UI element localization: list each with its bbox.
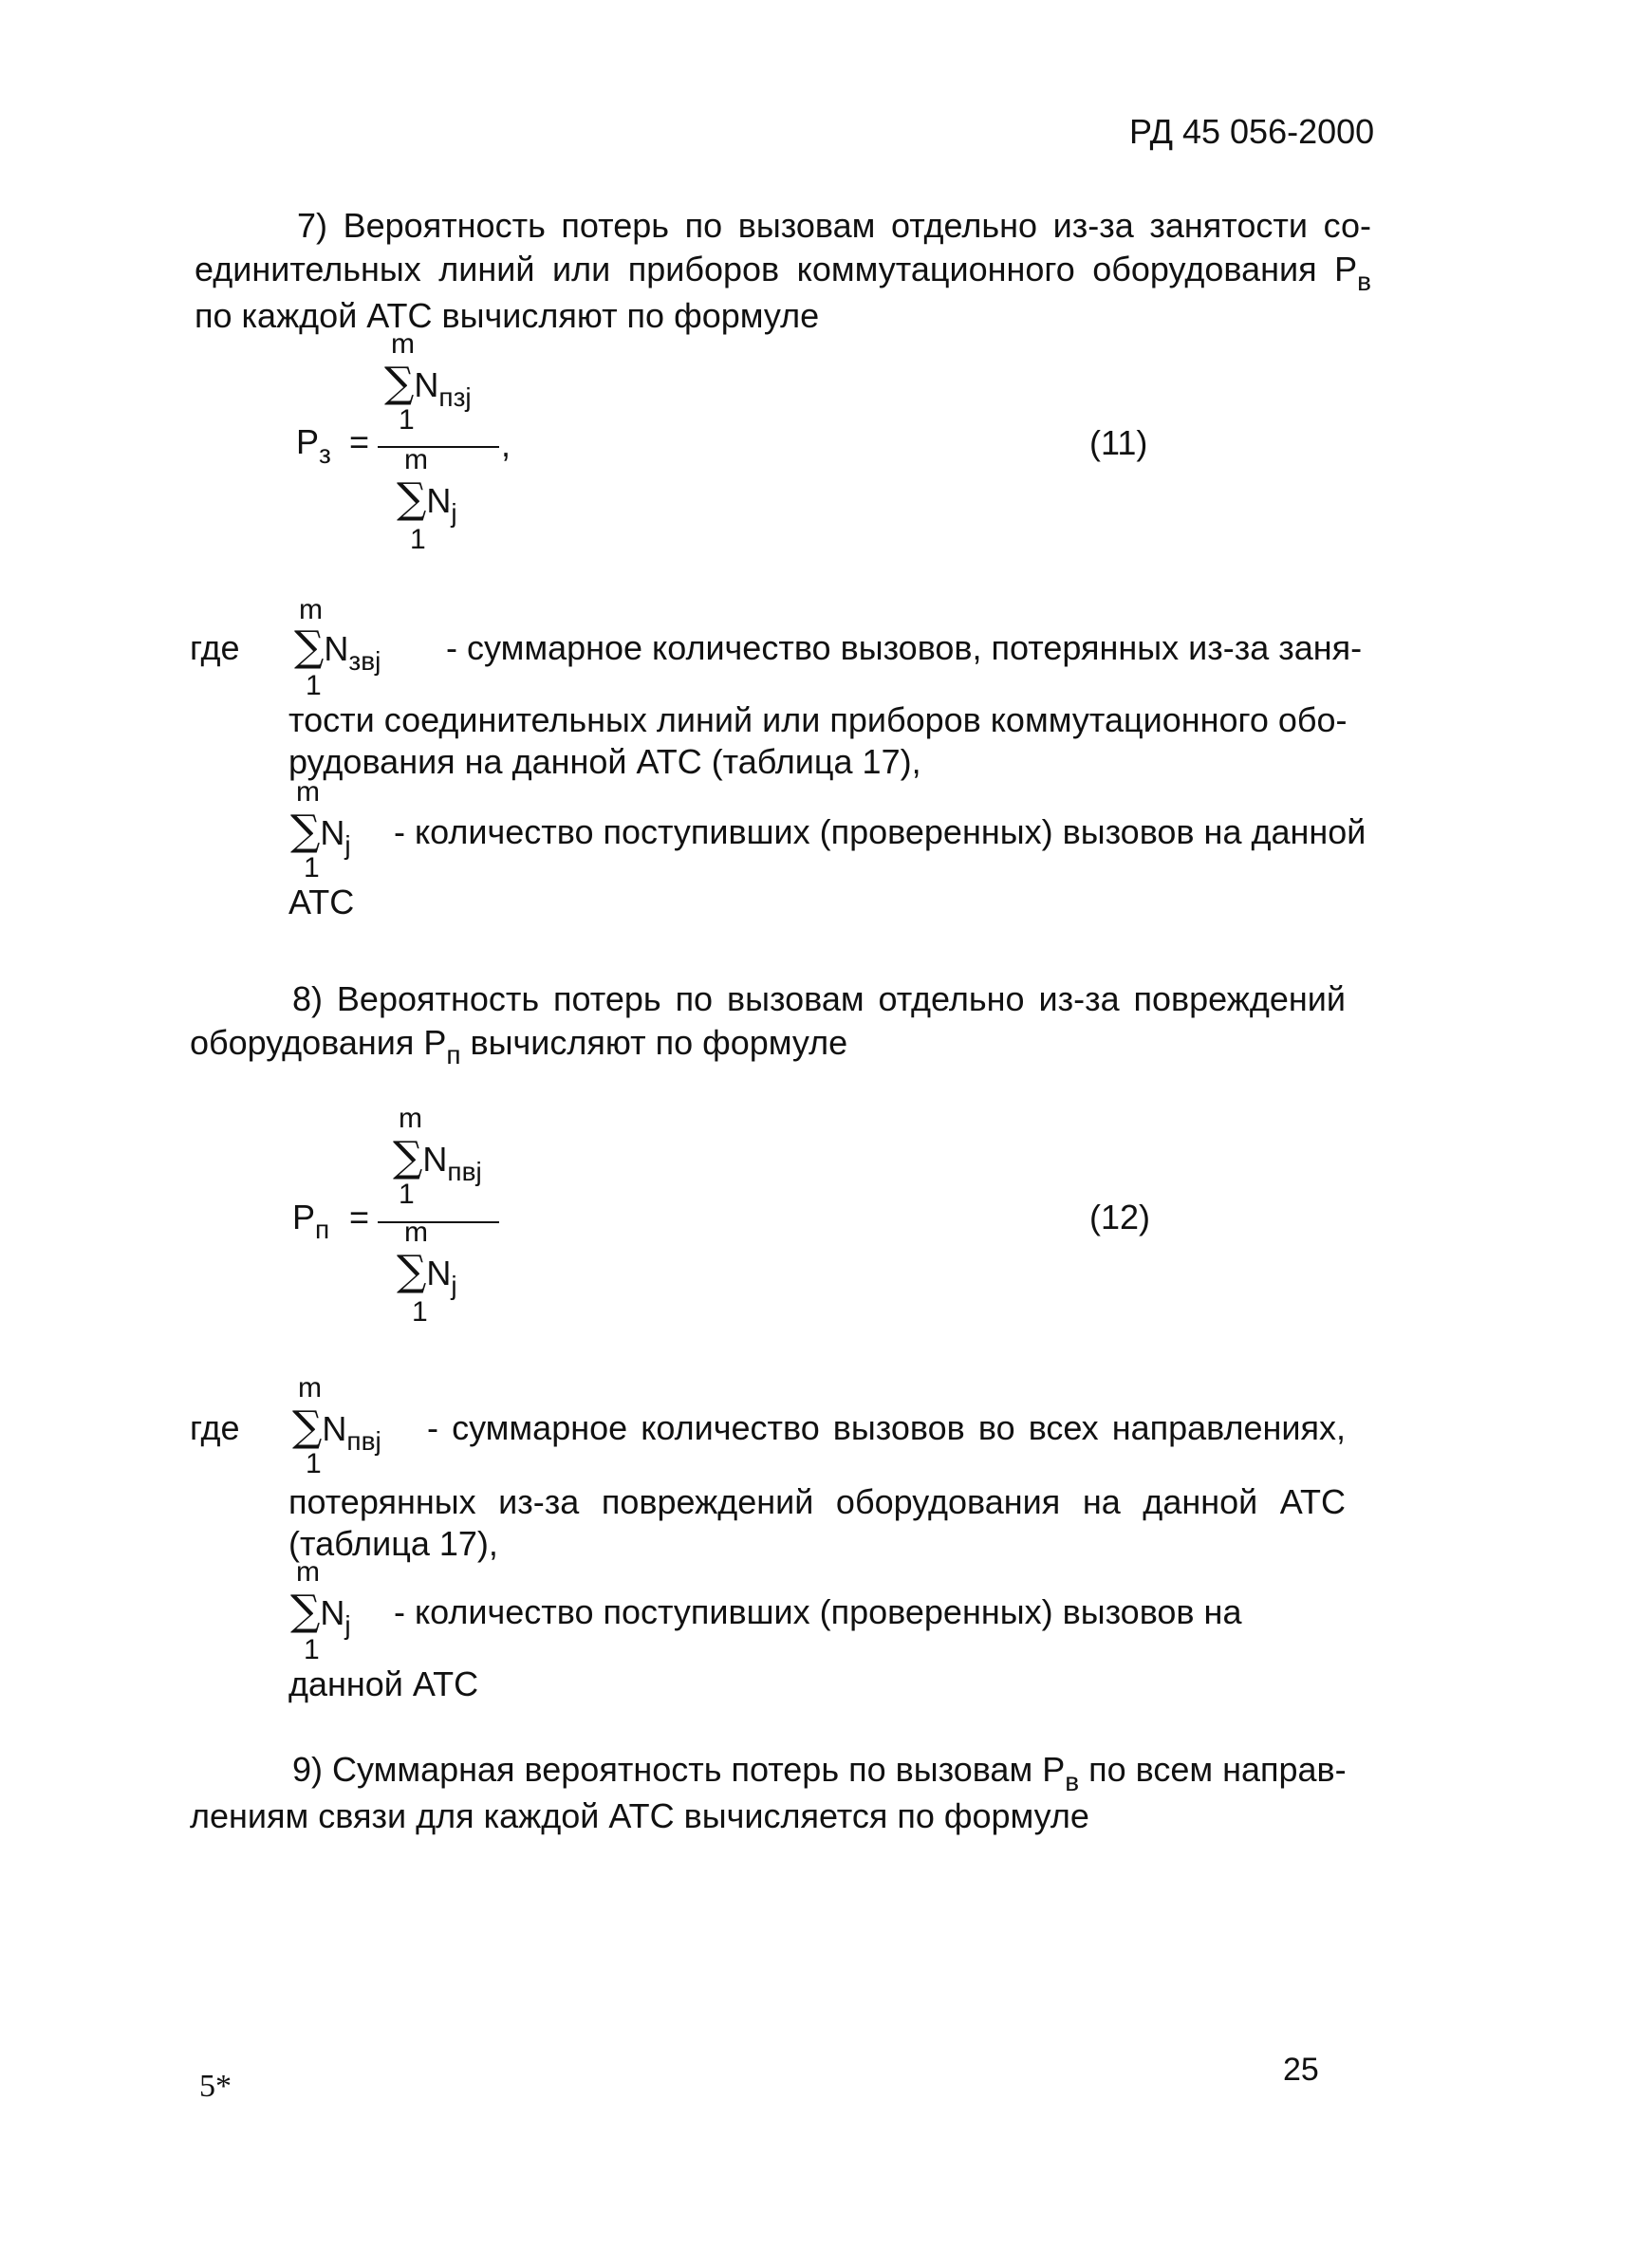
paragraph-9 <box>190 1748 1346 1838</box>
paragraph-8 <box>190 977 1346 1068</box>
paragraph-7-line-2: единительных линий или приборов коммутационного оборудования $P_в$ <box>195 250 1371 296</box>
equals-sign: = <box>349 1198 370 1236</box>
paragraph-9-line-1: 9) Суммарная вероятность потерь по вызовам $P_в$ по всем направ- <box>292 1750 1347 1796</box>
definition-text: (таблица 17), <box>288 1524 498 1563</box>
denominator: $\sum N_j$ <box>397 474 457 528</box>
definition-text: - суммарное количество вызовов, потерянных из-за заня- <box>446 628 1363 667</box>
sum-upper-limit: m <box>298 1372 322 1404</box>
paragraph-8-line-2: оборудования $P_п$ вычисляют по формуле <box>190 1023 848 1069</box>
denominator: $\sum N_j$ <box>397 1247 457 1300</box>
where-label: где <box>190 628 240 667</box>
sum-term: $\sum N_{звj}$ <box>294 623 381 676</box>
sum-upper-limit: m <box>404 444 428 475</box>
definition-text: потерянных из-за повреждений оборудования на данной АТС <box>288 1482 1346 1521</box>
paragraph-9-line-2: лениям связи для каждой АТС вычисляется по формуле <box>190 1796 1089 1835</box>
sum-upper-limit: m <box>299 594 323 625</box>
sum-lower-limit: 1 <box>410 524 426 555</box>
formula-lhs: $P_п$ <box>292 1198 330 1244</box>
definition-text: данной АТС <box>288 1664 479 1703</box>
paragraph-7-line-1: 7) Вероятность потерь по вызовам отдельно из-за занятости со- <box>297 206 1371 245</box>
sum-term: $\sum N_j$ <box>290 1587 351 1640</box>
paragraph-8-line-1: 8) Вероятность потерь по вызовам отдельно из-за повреждений <box>292 979 1346 1018</box>
definition-text: АТС <box>288 883 355 921</box>
sum-lower-limit: 1 <box>412 1296 428 1328</box>
comma: , <box>501 425 511 464</box>
sum-term: $\sum N_j$ <box>290 807 351 860</box>
page-number: 25 <box>1283 2052 1319 2088</box>
sum-upper-limit: m <box>404 1217 428 1248</box>
paragraph-7 <box>195 204 1371 338</box>
definition-text: - количество поступивших (проверенных) вызовов на данной <box>394 812 1366 851</box>
sum-lower-limit: 1 <box>306 670 322 701</box>
definition-text: рудования на данной АТС (таблица 17), <box>288 742 921 781</box>
sum-upper-limit: m <box>296 776 320 808</box>
sum-term: $\sum N_{пвj}$ <box>292 1403 381 1456</box>
equation-number: (12) <box>1089 1198 1151 1236</box>
equation-number: (11) <box>1089 423 1148 462</box>
paragraph-7-line-3: по каждой АТС вычисляют по формуле <box>195 296 820 335</box>
definition-text: тости соединительных линий или приборов коммутационного обо- <box>288 700 1348 739</box>
sum-lower-limit: 1 <box>399 404 415 436</box>
sum-lower-limit: 1 <box>399 1179 415 1210</box>
document-code: РД 45 056-2000 <box>1129 112 1375 151</box>
subscript: в <box>1357 267 1371 296</box>
sigma-symbol: ∑ <box>384 359 415 407</box>
fraction-bar <box>378 1221 499 1223</box>
fraction-bar <box>378 446 499 448</box>
sum-upper-limit: m <box>391 328 415 360</box>
formula-lhs: $P_з$ <box>296 422 331 469</box>
sum-lower-limit: 1 <box>304 852 320 883</box>
numerator: $\sum N_{пзj}$ <box>384 359 472 412</box>
numerator: $\sum N_{пвj}$ <box>393 1133 482 1186</box>
sum-lower-limit: 1 <box>304 1634 320 1665</box>
definition-text: - количество поступивших (проверенных) вызовов на <box>394 1592 1242 1631</box>
signature-mark: 5* <box>199 2069 232 2104</box>
sum-lower-limit: 1 <box>306 1448 322 1479</box>
where-label: где <box>190 1408 240 1447</box>
definition-text: - суммарное количество вызовов во всех направлениях, <box>427 1408 1346 1447</box>
sum-upper-limit: m <box>296 1556 320 1588</box>
sum-upper-limit: m <box>399 1103 422 1134</box>
equals-sign: = <box>349 422 370 461</box>
